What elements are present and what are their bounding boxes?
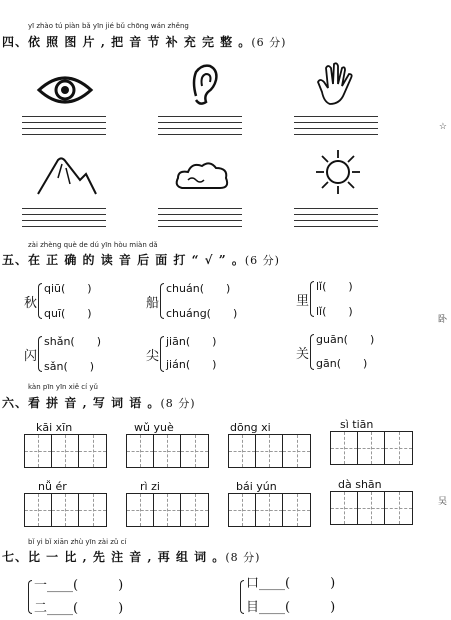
writing-grid[interactable] [126,434,209,468]
hand-icon [316,62,356,108]
section7-pinyin: bǐ yi bǐ xiān zhù yīn zài zǔ cí [28,538,127,546]
answer-lines[interactable] [22,116,106,136]
section7-title-text: 七、比 一 比 , 先 注 音 , 再 组 词 。 [2,550,226,564]
char-chuan: 船 [146,296,160,311]
answer-lines[interactable] [158,208,242,228]
word-pinyin: kāi xīn [36,421,73,434]
section6-pinyin: kàn pīn yīn xiě cí yǔ [28,383,98,391]
compare-bottom-text: 目____( [246,600,291,615]
char-li: 里 [296,294,310,309]
char-shan: 闪 [24,349,38,364]
option[interactable]: quī( ) [44,307,92,320]
section6-title-text: 六、看 拼 音 , 写 词 语 。 [2,396,161,410]
word-pinyin: nǚ ér [38,480,67,493]
compare-top-text: 一____( [34,578,79,593]
margin-mark: ☆ [438,122,447,132]
brace [240,580,244,614]
paren-close: ) [118,578,124,593]
brace [160,283,164,319]
margin-mark: 卧 [437,315,447,325]
word-pinyin: wǔ yuè [134,421,174,434]
section5-pinyin: zài zhèng què de dú yīn hòu miàn dǎ [28,241,158,249]
answer-lines[interactable] [22,208,106,228]
writing-grid[interactable] [228,493,311,527]
brace [38,283,42,319]
brace [38,336,42,372]
writing-grid[interactable] [126,493,209,527]
paren-close: ) [118,601,124,616]
option[interactable]: jiān( ) [166,335,217,348]
section5-title-text: 五、在 正 确 的 读 音 后 面 打 “ √ ” 。 [2,253,245,267]
paren-close: ) [330,600,336,615]
writing-grid[interactable] [24,493,107,527]
compare-top-text: 口____( [246,576,291,591]
char-guan: 关 [296,347,310,362]
writing-grid[interactable] [24,434,107,468]
answer-lines[interactable] [158,116,242,136]
section4-title-text: 四、依 照 图 片 , 把 音 节 补 充 完 整 。 [2,35,252,49]
section6-points: (8 分) [160,397,196,410]
section5-title [2,251,280,268]
compare-top[interactable] [34,574,123,593]
cloud-icon [174,160,230,196]
section5-points: (6 分) [244,254,280,267]
option[interactable]: sǎn( ) [44,360,95,373]
paren-close: ) [330,576,336,591]
option[interactable]: lǐ( ) [316,280,353,293]
writing-grid[interactable] [330,431,413,465]
section7-title [2,548,260,565]
option[interactable]: lǐ( ) [316,305,353,318]
brace [310,334,314,370]
option[interactable]: jián( ) [166,358,217,371]
section4-points: (6 分) [251,36,287,49]
word-pinyin: dōng xi [230,421,271,434]
brace [28,580,32,614]
mountain-icon [36,154,98,198]
brace [160,336,164,372]
option[interactable]: shǎn( ) [44,335,101,348]
section4-title [2,33,286,50]
word-pinyin: sì tiān [340,418,374,431]
answer-lines[interactable] [294,116,378,136]
word-pinyin: dà shān [338,478,382,491]
char-qiu: 秋 [24,296,38,311]
brace [310,281,314,317]
compare-bottom[interactable] [34,597,123,616]
margin-mark: 吴 [437,497,447,507]
writing-grid[interactable] [228,434,311,468]
section7-points: (8 分) [225,551,261,564]
compare-bottom-text: 二____( [34,601,79,616]
section4-pinyin: yī zhào tú piàn bǎ yīn jié bǔ chōng wán zhěng [28,22,189,30]
option[interactable]: guān( ) [316,333,375,346]
writing-grid[interactable] [330,491,413,525]
option[interactable]: chuáng( ) [166,307,238,320]
ear-icon [188,62,220,106]
answer-lines[interactable] [294,208,378,228]
char-jian: 尖 [146,349,160,364]
section6-title [2,394,196,411]
option[interactable]: gān( ) [316,357,368,370]
option[interactable]: qiū( ) [44,282,92,295]
compare-top[interactable] [246,572,335,591]
compare-bottom[interactable] [246,596,335,615]
word-pinyin: rì zi [140,480,160,493]
word-pinyin: bái yún [236,480,277,493]
option[interactable]: chuán( ) [166,282,231,295]
sun-icon [312,148,364,196]
eye-icon [36,70,94,110]
